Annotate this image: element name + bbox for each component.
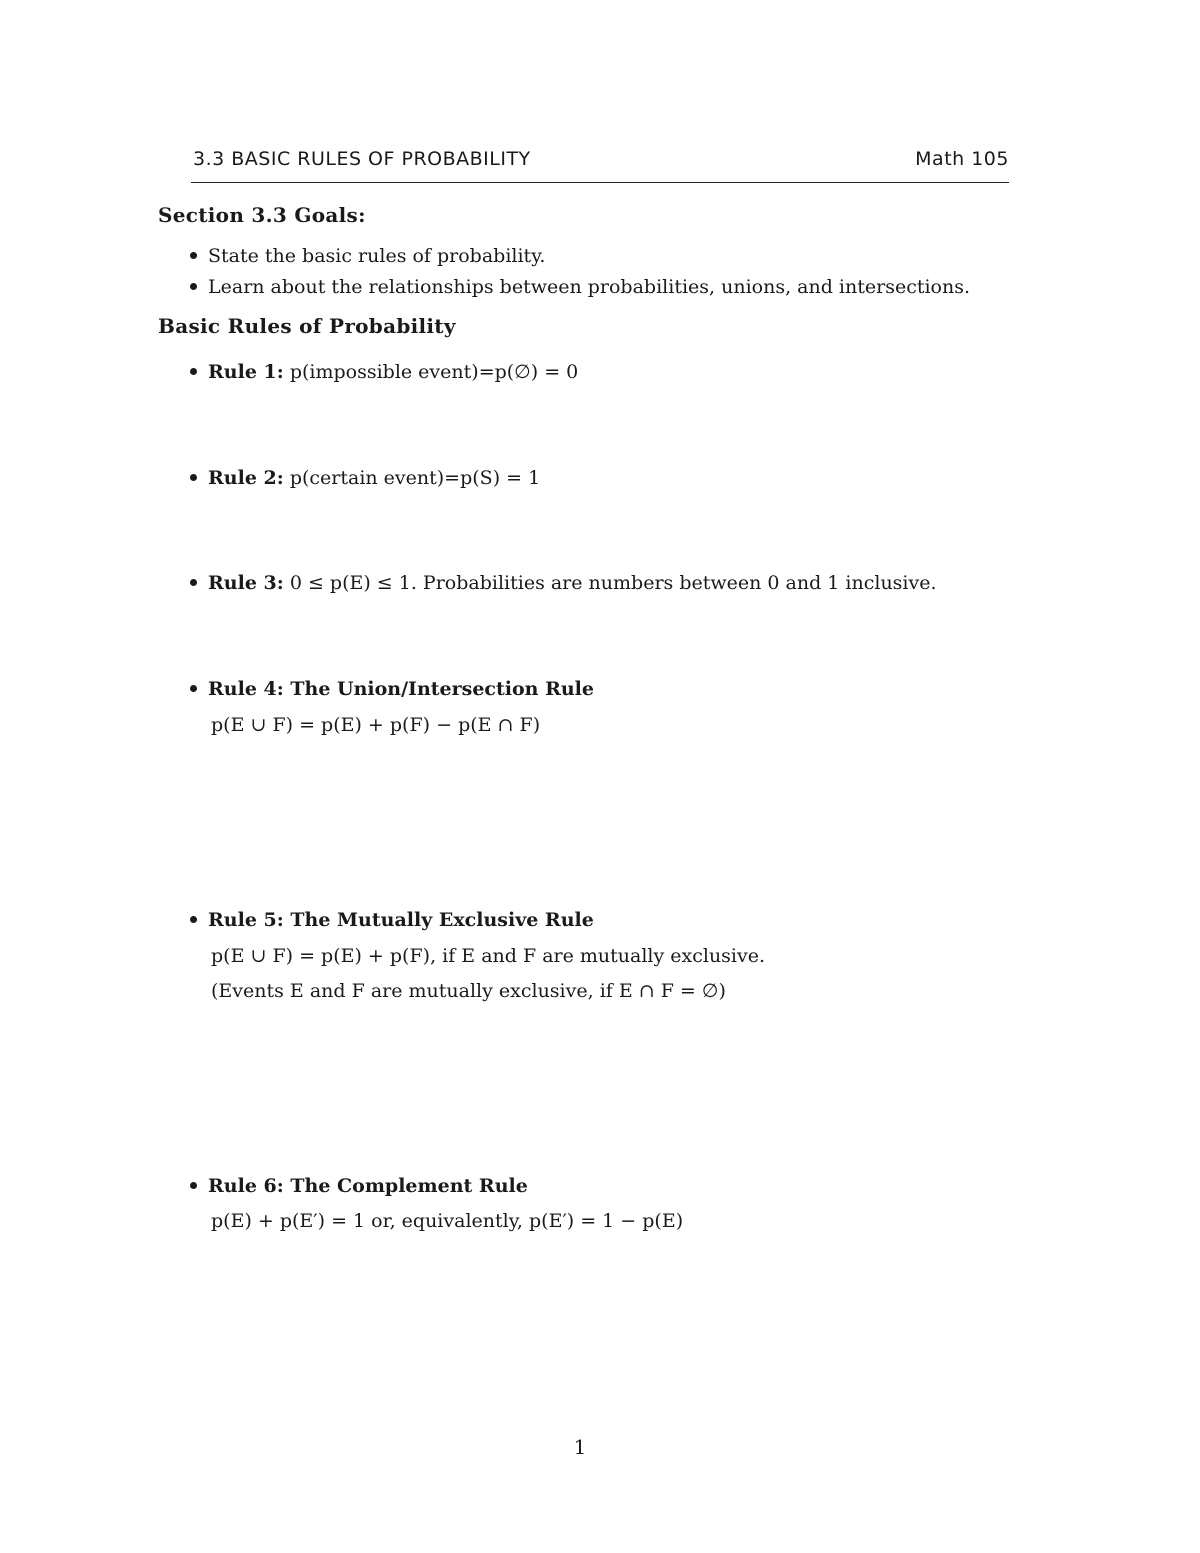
bullet-icon: [190, 916, 197, 923]
rule-5-formula: p(E ∪ F) = p(E) + p(F), if E and F are mutually exclusive.: [211, 945, 766, 967]
rule-2-formula: p(certain event)=p(S) = 1: [289, 467, 541, 489]
rule-4-formula: p(E ∪ F) = p(E) + p(F) − p(E ∩ F): [211, 714, 541, 736]
rule-3: Rule 3: 0 ≤ p(E) ≤ 1. Probabilities are numbers between 0 and 1 inclusive.: [190, 572, 937, 594]
bullet-icon: [190, 474, 197, 481]
bullet-icon: [190, 252, 197, 259]
rule-5-note: (Events E and F are mutually exclusive, if E ∩ F = ∅): [211, 980, 726, 1002]
bullet-icon: [190, 368, 197, 375]
bullet-icon: [190, 579, 197, 586]
rule-1: Rule 1: p(impossible event)=p(∅) = 0: [190, 361, 578, 383]
rule-1-formula: p(impossible event)=p(∅) = 0: [289, 361, 579, 383]
bullet-icon: [190, 685, 197, 692]
rule-3-formula: 0 ≤ p(E) ≤ 1. Probabilities are numbers between 0 and 1 inclusive.: [289, 572, 937, 594]
rules-heading: Basic Rules of Probability: [158, 314, 456, 338]
rule-6: Rule 6: The Complement Rule: [190, 1175, 528, 1197]
goal-item: State the basic rules of probability.: [190, 245, 545, 267]
rule-5: Rule 5: The Mutually Exclusive Rule: [190, 909, 594, 931]
bullet-icon: [190, 283, 197, 290]
rule-6-formula: p(E) + p(E′) = 1 or, equivalently, p(E′) = 1 − p(E): [211, 1210, 684, 1232]
rule-2: Rule 2: p(certain event)=p(S) = 1: [190, 467, 540, 489]
goal-item: Learn about the relationships between probabilities, unions, and intersections.: [190, 276, 970, 298]
page-number: 1: [573, 1435, 587, 1459]
header-course: Math 105: [915, 148, 1009, 170]
running-header: [191, 148, 1009, 183]
bullet-icon: [190, 1182, 197, 1189]
rule-4: Rule 4: The Union/Intersection Rule: [190, 678, 594, 700]
goals-heading: Section 3.3 Goals:: [158, 203, 366, 227]
header-section-title: 3.3 BASIC RULES OF PROBABILITY: [193, 148, 531, 170]
